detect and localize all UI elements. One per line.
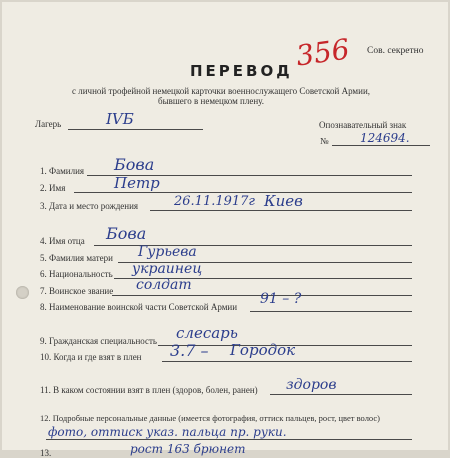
field-11-label: В каком состоянии взят в плен (здоров, болен, ранен) bbox=[53, 385, 258, 395]
field-5-value: Гурьева bbox=[138, 244, 197, 260]
field-2-num: 2. bbox=[40, 183, 47, 193]
punch-hole bbox=[16, 286, 29, 299]
field-3-num: 3. bbox=[40, 201, 47, 211]
field-8-value: 91 – ? bbox=[260, 291, 302, 307]
field-3-label: Дата и место рождения bbox=[49, 201, 139, 211]
field-5-num: 5. bbox=[40, 253, 47, 263]
field-1-num: 1. bbox=[40, 166, 47, 176]
field-10-label: Когда и где взят в плен bbox=[53, 352, 142, 362]
field-7-label: Воинское звание bbox=[49, 286, 114, 296]
field-8-num: 8. bbox=[40, 302, 47, 312]
document-page bbox=[2, 2, 448, 458]
field-11-num: 11. bbox=[40, 385, 51, 395]
field-6-num: 6. bbox=[40, 269, 47, 279]
field-9-num: 9. bbox=[40, 336, 47, 346]
field-13-num: 13. bbox=[40, 448, 52, 458]
field-10-date: 3.7 – bbox=[170, 341, 209, 360]
field-7-value: солдат bbox=[136, 277, 192, 293]
field-12-label: Подробные персональные данные (имеется фотография, оттиск пальцев, рост, цвет волос) bbox=[52, 413, 380, 423]
field-12-num: 12. bbox=[40, 413, 51, 423]
field-3-place: Киев bbox=[264, 192, 303, 210]
camp-value: IVБ bbox=[106, 110, 134, 128]
field-3-date: 26.11.1917г bbox=[174, 194, 256, 209]
field-10-place: Городок bbox=[230, 341, 296, 359]
field-10-num: 10. bbox=[40, 352, 52, 362]
tag-prefix: № bbox=[320, 136, 329, 146]
field-1-value: Бова bbox=[114, 155, 155, 174]
field-9-value: слесарь bbox=[176, 324, 238, 342]
classification-label: Сов. секретно bbox=[367, 46, 424, 56]
field-2-value: Петр bbox=[114, 174, 160, 192]
field-4-label: Имя отца bbox=[49, 236, 85, 246]
field-7-num: 7. bbox=[40, 286, 47, 296]
field-13-value: рост 163 брюнет bbox=[130, 442, 246, 456]
field-6-label: Национальность bbox=[49, 269, 113, 279]
document-title: ПЕРЕВОД bbox=[190, 62, 293, 80]
field-9-label: Гражданская специальность bbox=[49, 336, 158, 346]
tag-value: 124694. bbox=[360, 131, 410, 145]
field-2-label: Имя bbox=[49, 183, 66, 193]
field-8-label: Наименование воинской части Советской Армии bbox=[49, 302, 238, 312]
camp-label: Лагерь bbox=[35, 119, 62, 129]
tag-label: Опознавательный знак bbox=[319, 120, 407, 130]
field-5-label: Фамилия матери bbox=[49, 253, 113, 263]
field-12-value: фото, оттиск указ. пальца пр. руки. bbox=[48, 425, 287, 439]
subtitle-line-2: бывшего в немецком плену. bbox=[158, 96, 264, 106]
field-1-label: Фамилия bbox=[49, 166, 85, 176]
field-4-value: Бова bbox=[106, 224, 147, 243]
stamp-number: 356 bbox=[293, 32, 352, 73]
subtitle-line-1: с личной трофейной немецкой карточки военнослужащего Советской Армии, bbox=[72, 86, 371, 96]
field-11-value: здоров bbox=[286, 377, 337, 393]
field-6-value: украинец bbox=[132, 261, 203, 277]
field-4-num: 4. bbox=[40, 236, 47, 246]
